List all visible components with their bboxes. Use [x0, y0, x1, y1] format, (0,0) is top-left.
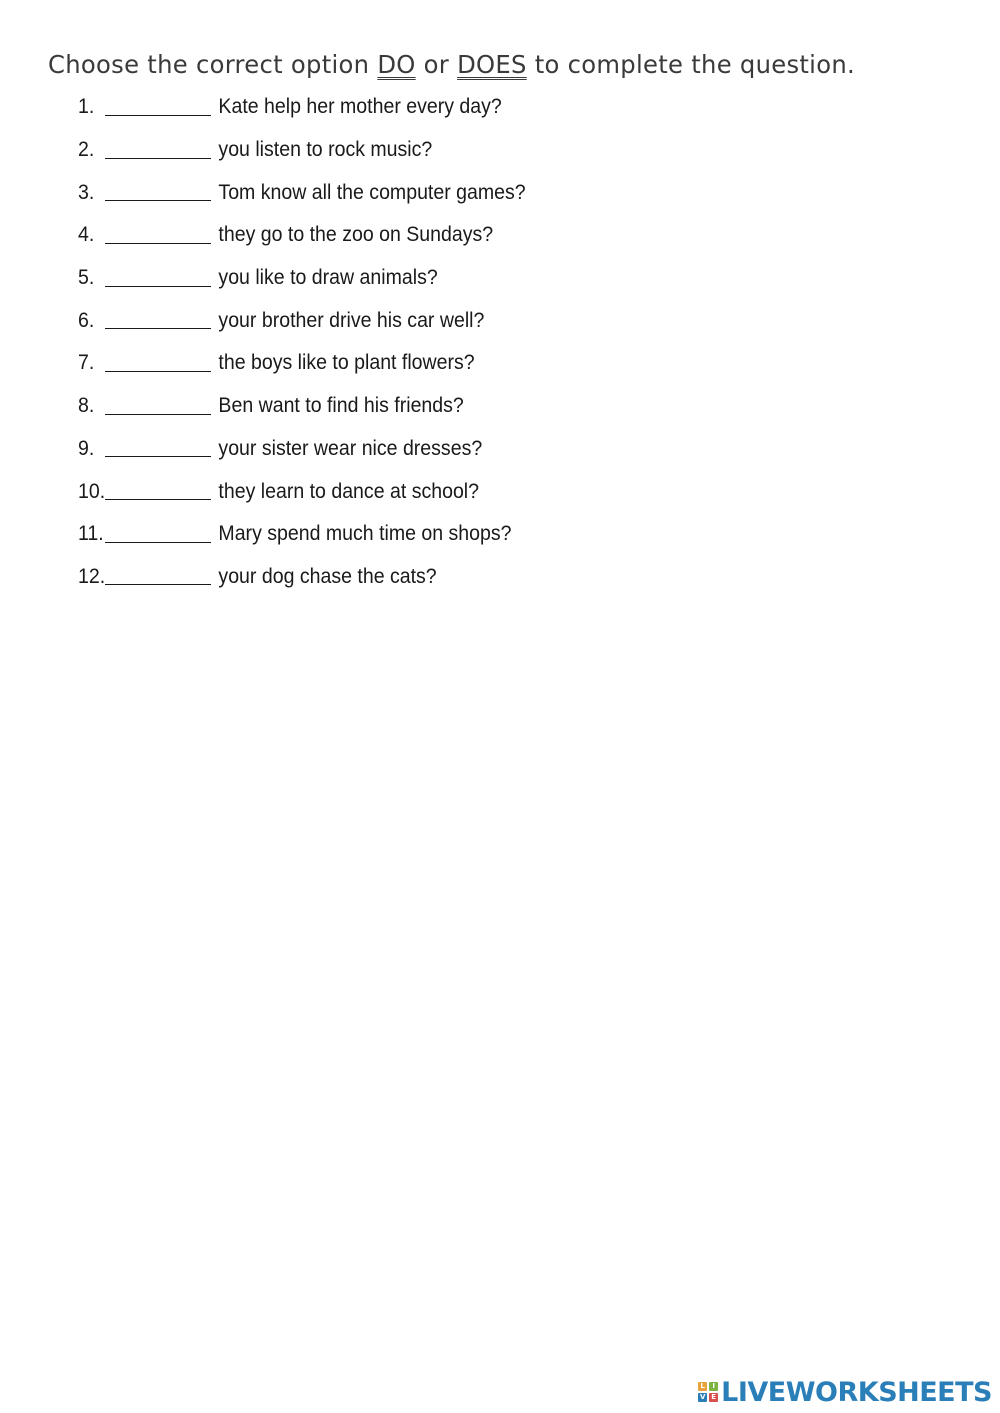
question-number: 1. — [78, 95, 95, 119]
option-do: DO — [377, 50, 416, 79]
question-text: Ben want to find his friends? — [218, 394, 464, 418]
question-item-7 — [78, 342, 526, 385]
question-item-2 — [78, 129, 526, 172]
question-number: 3. — [78, 180, 95, 204]
question-number: 6. — [78, 308, 95, 332]
option-does: DOES — [457, 50, 527, 79]
answer-blank-3[interactable] — [105, 180, 211, 201]
answer-blank-2[interactable] — [105, 138, 211, 159]
question-number: 2. — [78, 138, 95, 162]
question-number: 10. — [78, 479, 106, 503]
question-text: they go to the zoo on Sundays? — [218, 223, 494, 247]
logo-tile-e: E — [709, 1393, 718, 1402]
question-number: 11. — [78, 522, 104, 546]
answer-blank-8[interactable] — [105, 394, 211, 415]
answer-blank-5[interactable] — [105, 266, 211, 287]
question-item-9 — [78, 428, 526, 471]
question-item-12 — [78, 556, 526, 599]
question-number: 9. — [78, 436, 95, 460]
answer-blank-4[interactable] — [105, 223, 211, 244]
question-number: 4. — [78, 223, 95, 247]
instruction-part1: Choose the correct option — [48, 50, 378, 79]
question-item-8 — [78, 385, 526, 428]
question-text: Tom know all the computer games? — [218, 180, 526, 204]
question-list — [78, 86, 559, 598]
instruction-part3: to complete the question. — [526, 50, 856, 79]
logo-tile-v: V — [699, 1393, 706, 1401]
question-number: 7. — [78, 351, 95, 375]
answer-blank-7[interactable] — [105, 351, 211, 372]
liveworksheets-watermark — [698, 1377, 992, 1407]
instruction-part2: or — [415, 50, 458, 79]
answer-blank-10[interactable] — [105, 479, 211, 500]
question-item-10 — [78, 470, 526, 513]
logo-tile-l: L — [698, 1382, 707, 1391]
answer-blank-11[interactable] — [105, 522, 211, 543]
question-number: 12. — [78, 564, 106, 588]
question-item-11 — [78, 513, 526, 556]
question-item-4 — [78, 214, 526, 257]
question-text: your brother drive his car well? — [218, 308, 485, 332]
question-text: you like to draw animals? — [218, 266, 438, 290]
logo-tile-i: I — [709, 1382, 718, 1391]
watermark-text: LIVEWORKSHEETS — [721, 1376, 992, 1408]
question-text: your sister wear nice dresses? — [218, 436, 483, 460]
question-text: they learn to dance at school? — [218, 479, 480, 503]
question-item-5 — [78, 257, 526, 300]
question-text: Kate help her mother every day? — [218, 95, 502, 119]
question-text: your dog chase the cats? — [218, 564, 437, 588]
instruction-heading — [48, 50, 855, 79]
answer-blank-1[interactable] — [105, 95, 211, 116]
question-text: the boys like to plant flowers? — [218, 351, 475, 375]
question-number: 8. — [78, 394, 95, 418]
question-item-3 — [78, 171, 526, 214]
question-text: Mary spend much time on shops? — [218, 522, 512, 546]
question-number: 5. — [78, 266, 95, 290]
answer-blank-12[interactable] — [105, 564, 211, 585]
question-item-1 — [78, 86, 526, 129]
question-item-6 — [78, 299, 526, 342]
answer-blank-9[interactable] — [105, 436, 211, 457]
answer-blank-6[interactable] — [105, 308, 211, 329]
liveworksheets-logo-icon — [698, 1382, 718, 1402]
question-text: you listen to rock music? — [218, 138, 433, 162]
